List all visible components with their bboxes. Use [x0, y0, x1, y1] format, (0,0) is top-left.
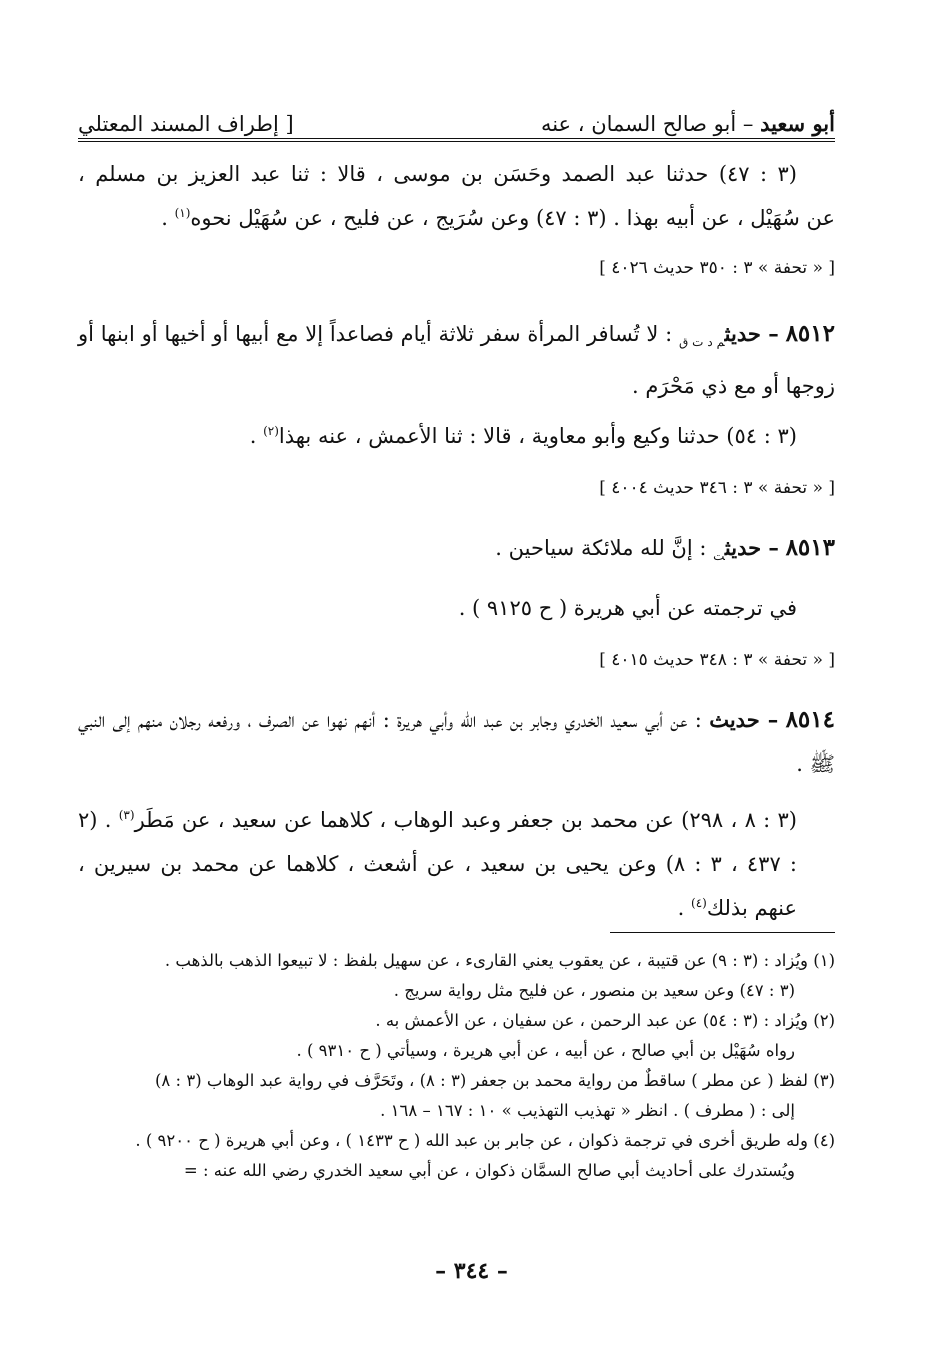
- entry-text: : عن أبي سعيد الخدري وجابر بن عبد الله وأبي هريرة : أنهم نهوا عن الصرف ، ورفعه رجلان منهم إلى النبي ﷺ .: [78, 708, 835, 776]
- footnote-4-continued: ويُستدرك على أحاديث أبي صالح السمَّان ذكوان ، عن أبي سعيد الخدري رضي الله عنه : =: [183, 1161, 795, 1180]
- hadith-chain-paragraph-2: [78, 414, 835, 458]
- entry-paragraph: [78, 526, 835, 578]
- entry-number: ٨٥١٣: [785, 534, 835, 561]
- footnote-3-continued: إلى : ( مطرف ) . انظر « تهذيب التهذيب » ١٠ : ١٦٧ – ١٦٨ .: [380, 1101, 795, 1120]
- running-head-right: [541, 111, 835, 136]
- paragraph-text: (٣ : ٤٧) حدثنا عبد الصمد وحَسَن بن موسى ، قالا : ثنا عبد العزيز بن مسلم ،: [78, 162, 797, 186]
- footnote-marker: (٣): [118, 808, 135, 822]
- entry-text: : إنَّ لله ملائكة سياحين .: [495, 536, 714, 560]
- footnote-separator: [610, 932, 835, 933]
- running-head-book-title: [ إطراف المسند المعتلي: [78, 112, 294, 136]
- footnote-4: (٤) وله طريق أخرى في ترجمة ذكوان ، عن جابر بن عبد الله ( ح ١٤٣٣ ) ، وعن أبي هريرة ( ح ٩٢٠٠ ) .: [135, 1131, 835, 1150]
- paragraph-line: [78, 196, 835, 240]
- footnote-1: (١) ويُزاد : (٣ : ٩) عن قتيبة ، عن يعقوب يعني القارىء ، عن سهيل بلفظ : لا تبيعوا الذهب بالذهب .: [164, 951, 835, 970]
- cross-reference-paragraph: [78, 586, 835, 630]
- paragraph-text: (٣ : ٥٤) حدثنا وكيع وأبو معاوية ، قالا : ثنا الأعمش ، عنه بهذا: [278, 424, 797, 448]
- paragraph-line: [78, 414, 835, 458]
- tuhfa-reference: [ « تحفة » ٣ : ٣٥٠ حديث ٤٠٢٦ ]: [599, 258, 835, 278]
- page-number: – ٣٤٤ –: [435, 1258, 508, 1284]
- entry-heading: – حديث: [724, 321, 779, 346]
- running-head-author: أبو سعيد: [760, 111, 835, 136]
- tuhfa-reference: [ « تحفة » ٣ : ٣٤٨ حديث ٤٠١٥ ]: [599, 650, 835, 670]
- header-rule: [78, 138, 835, 142]
- entry-heading: – حديث: [724, 535, 779, 560]
- entry-text: : لا تُسافر المرأة سفر ثلاثة أيام فصاعداً إلا مع أبيها أو أخيها أو ابنها أو زوجها أو مع ذي مَحْرَم .: [78, 322, 835, 399]
- hadith-entry-8514: [78, 698, 835, 786]
- paragraph-text: (٣ : ٨ ، ٢٩٨) عن محمد بن جعفر وعبد الوهاب ، كلاهما عن سعيد ، عن مَطَر: [134, 808, 797, 832]
- tuhfa-reference: [ « تحفة » ٣ : ٣٤٦ حديث ٤٠٠٤ ]: [599, 478, 835, 498]
- footnotes: [78, 946, 835, 1186]
- footnote-2-continued: رواه سُهَيْل بن أبي صالح ، عن أبيه ، عن أبي هريرة ، وسيأتي ( ح ٩٣١٠ ) .: [296, 1041, 795, 1060]
- running-head: [78, 100, 835, 136]
- footnote-marker: (١): [174, 206, 191, 220]
- paragraph-text: عن سُهَيْل ، عن أبيه بهذا . (٣ : ٤٧) وعن سُرَيج ، عن فليح ، عن سُهَيْل نحوه: [190, 206, 835, 230]
- hadith-chain-paragraph-1: [78, 152, 835, 240]
- footnote-1-continued: (٣ : ٤٧) وعن سعيد بن منصور ، عن فليح مثل رواية سريج .: [393, 981, 795, 1000]
- paragraph-line: [78, 798, 835, 930]
- entry-paragraph: [78, 698, 835, 786]
- footnote-marker: (٢): [263, 424, 279, 438]
- entry-number: ٨٥١٤: [785, 706, 835, 733]
- hadith-entry-8513: [78, 526, 835, 578]
- running-head-chain: – أبو صالح السمان ، عنه: [540, 112, 754, 136]
- source-sigla: ت: [713, 549, 725, 564]
- entry-paragraph: [78, 312, 835, 408]
- hadith-entry-8512: [78, 312, 835, 408]
- footnote-marker: (٤): [691, 896, 707, 910]
- hadith-chain-paragraph-4: [78, 798, 835, 930]
- source-sigla: م د ت ق: [678, 335, 725, 350]
- footnote-3: (٣) لفظ ( عن مطر ) ساقطٌ من رواية محمد بن جعفر (٣ : ٨) ، وتَحَرَّف في رواية عبد الوهاب (٣ : ٨): [154, 1071, 835, 1090]
- paragraph-line: في ترجمته عن أبي هريرة ( ح ٩١٢٥ ) .: [458, 596, 797, 620]
- paragraph-text: .: [249, 424, 264, 448]
- paragraph-text: . (٢ : ٤٣٧ ، ٣ : ٨) وعن يحيى بن سعيد ، عن أشعث ، كلاهما عن محمد بن سيرين ، عنهم بذلك: [78, 808, 797, 920]
- entry-heading: – حديث: [709, 707, 779, 732]
- paragraph-line: [78, 152, 835, 196]
- paragraph-text: .: [161, 206, 175, 230]
- entry-number: ٨٥١٢: [785, 320, 835, 347]
- footnote-2: (٢) ويُزاد : (٣ : ٥٤) عن عبد الرحمن ، عن سفيان ، عن الأعمش به .: [375, 1011, 835, 1030]
- paragraph-text: .: [677, 896, 691, 920]
